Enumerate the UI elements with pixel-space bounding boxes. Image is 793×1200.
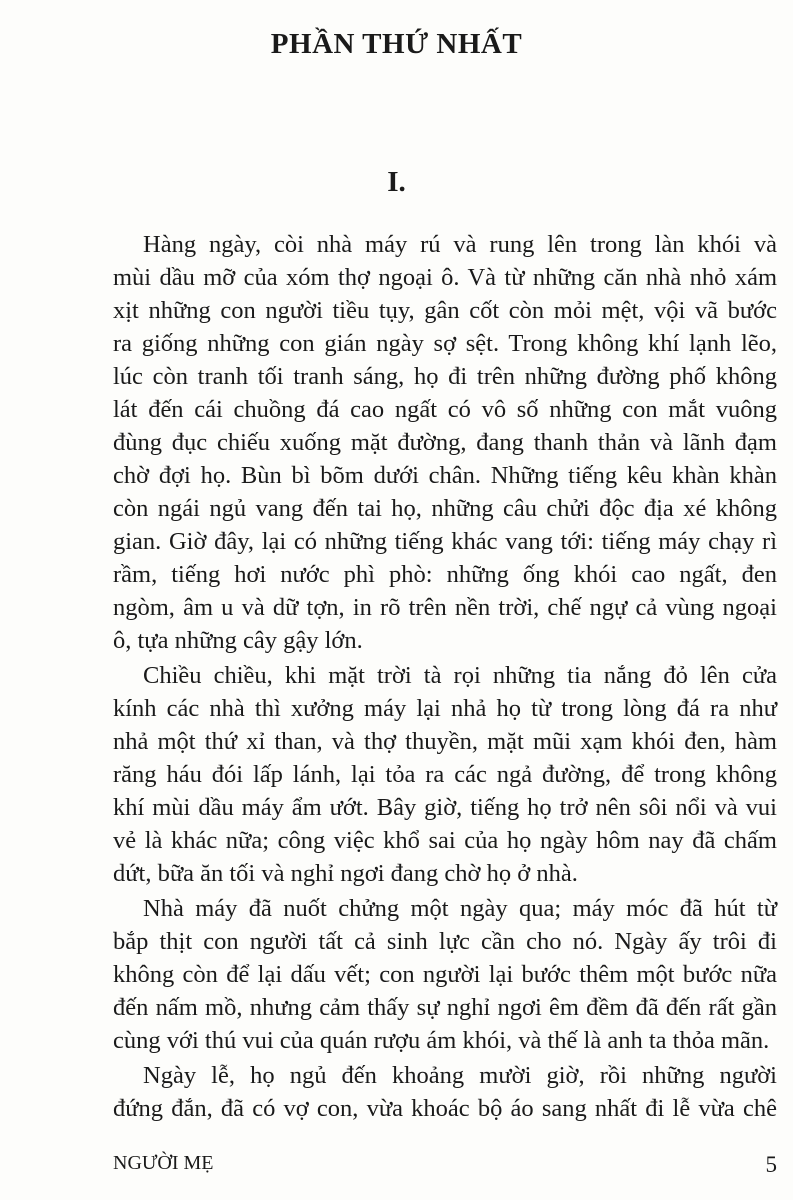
text-line: kính các nhà thì xưởng máy lại nhả họ từ trong lòng đá ra như (113, 695, 777, 722)
text-line: Hàng ngày, còi nhà máy rú và rung lên trong làn khói và (143, 231, 777, 258)
text-line: xịt những con người tiều tụy, gân cốt còn mỏi mệt, vội vã bước (113, 297, 777, 324)
text-line: rầm, tiếng hơi nước phì phò: những ống khói cao ngất, đen (113, 561, 777, 588)
paragraph (113, 659, 777, 890)
page-number: 5 (765, 1152, 777, 1177)
text-line: răng háu đói lấp lánh, lại tỏa ra các ngả đường, để trong không (113, 761, 777, 788)
paragraph (113, 1059, 777, 1125)
text-line: lát đến cái chuồng đá cao ngất có vô số những con mắt vuông (113, 396, 777, 423)
text-line: không còn để lại dấu vết; con người lại bước thêm một bước nữa (113, 961, 777, 988)
text-line: đùng đục chiếu xuống mặt đường, đang thanh thản và lãnh đạm (113, 429, 777, 456)
text-line: khí mùi dầu máy ẩm ướt. Bây giờ, tiếng họ trở nên sôi nổi và vui (113, 794, 777, 821)
text-line: đứng đắn, đã có vợ con, vừa khoác bộ áo sang nhất đi lễ vừa chê (113, 1095, 777, 1122)
text-line: còn ngái ngủ vang đến tai họ, những câu chửi độc địa xé không (113, 495, 777, 522)
text-line: lúc còn tranh tối tranh sáng, họ đi trên những đường phố không (113, 363, 777, 390)
text-line: Nhà máy đã nuốt chửng một ngày qua; máy móc đã hút từ (143, 895, 777, 922)
body-text (113, 228, 777, 1127)
text-line: Chiều chiều, khi mặt trời tà rọi những tia nắng đỏ lên cửa (143, 662, 777, 689)
text-line: đến nấm mồ, nhưng cảm thấy sự nghỉ ngơi êm đềm đã đến rất gần (113, 994, 777, 1021)
text-line: ô, tựa những cây gậy lớn. (113, 627, 363, 654)
text-line: ngòm, âm u và dữ tợn, in rõ trên nền trời, chế ngự cả vùng ngoại (113, 594, 777, 621)
text-line: nhả một thứ xỉ than, và thợ thuyền, mặt mũi xạm khói đen, hàm (113, 728, 777, 755)
text-line: Ngày lễ, họ ngủ đến khoảng mười giờ, rồi những người (143, 1062, 777, 1089)
text-line: cùng với thú vui của quán rượu ám khói, và thế là anh ta thỏa mãn. (113, 1027, 770, 1054)
text-line: dứt, bữa ăn tối và nghỉ ngơi đang chờ họ ở nhà. (113, 860, 578, 887)
text-line: ra giống những con gián ngày sợ sệt. Trong không khí lạnh lẽo, (113, 330, 777, 357)
text-line: mùi dầu mỡ của xóm thợ ngoại ô. Và từ những căn nhà nhỏ xám (113, 264, 777, 291)
part-title: PHẦN THỨ NHẤT (270, 28, 523, 60)
text-line: bắp thịt con người tất cả sinh lực cần cho nó. Ngày ấy trôi đi (113, 928, 777, 955)
chapter-heading: I. (387, 166, 406, 198)
paragraph (113, 892, 777, 1057)
paragraph (113, 228, 777, 657)
text-line: gian. Giờ đây, lại có những tiếng khác vang tới: tiếng máy chạy rì (113, 528, 777, 555)
running-title: NGƯỜI MẸ (113, 1152, 214, 1174)
text-line: vẻ là khác nữa; công việc khổ sai của họ ngày hôm nay đã chấm (113, 827, 777, 854)
text-line: chờ đợi họ. Bùn bì bõm dưới chân. Những tiếng kêu khàn khàn (113, 462, 777, 489)
